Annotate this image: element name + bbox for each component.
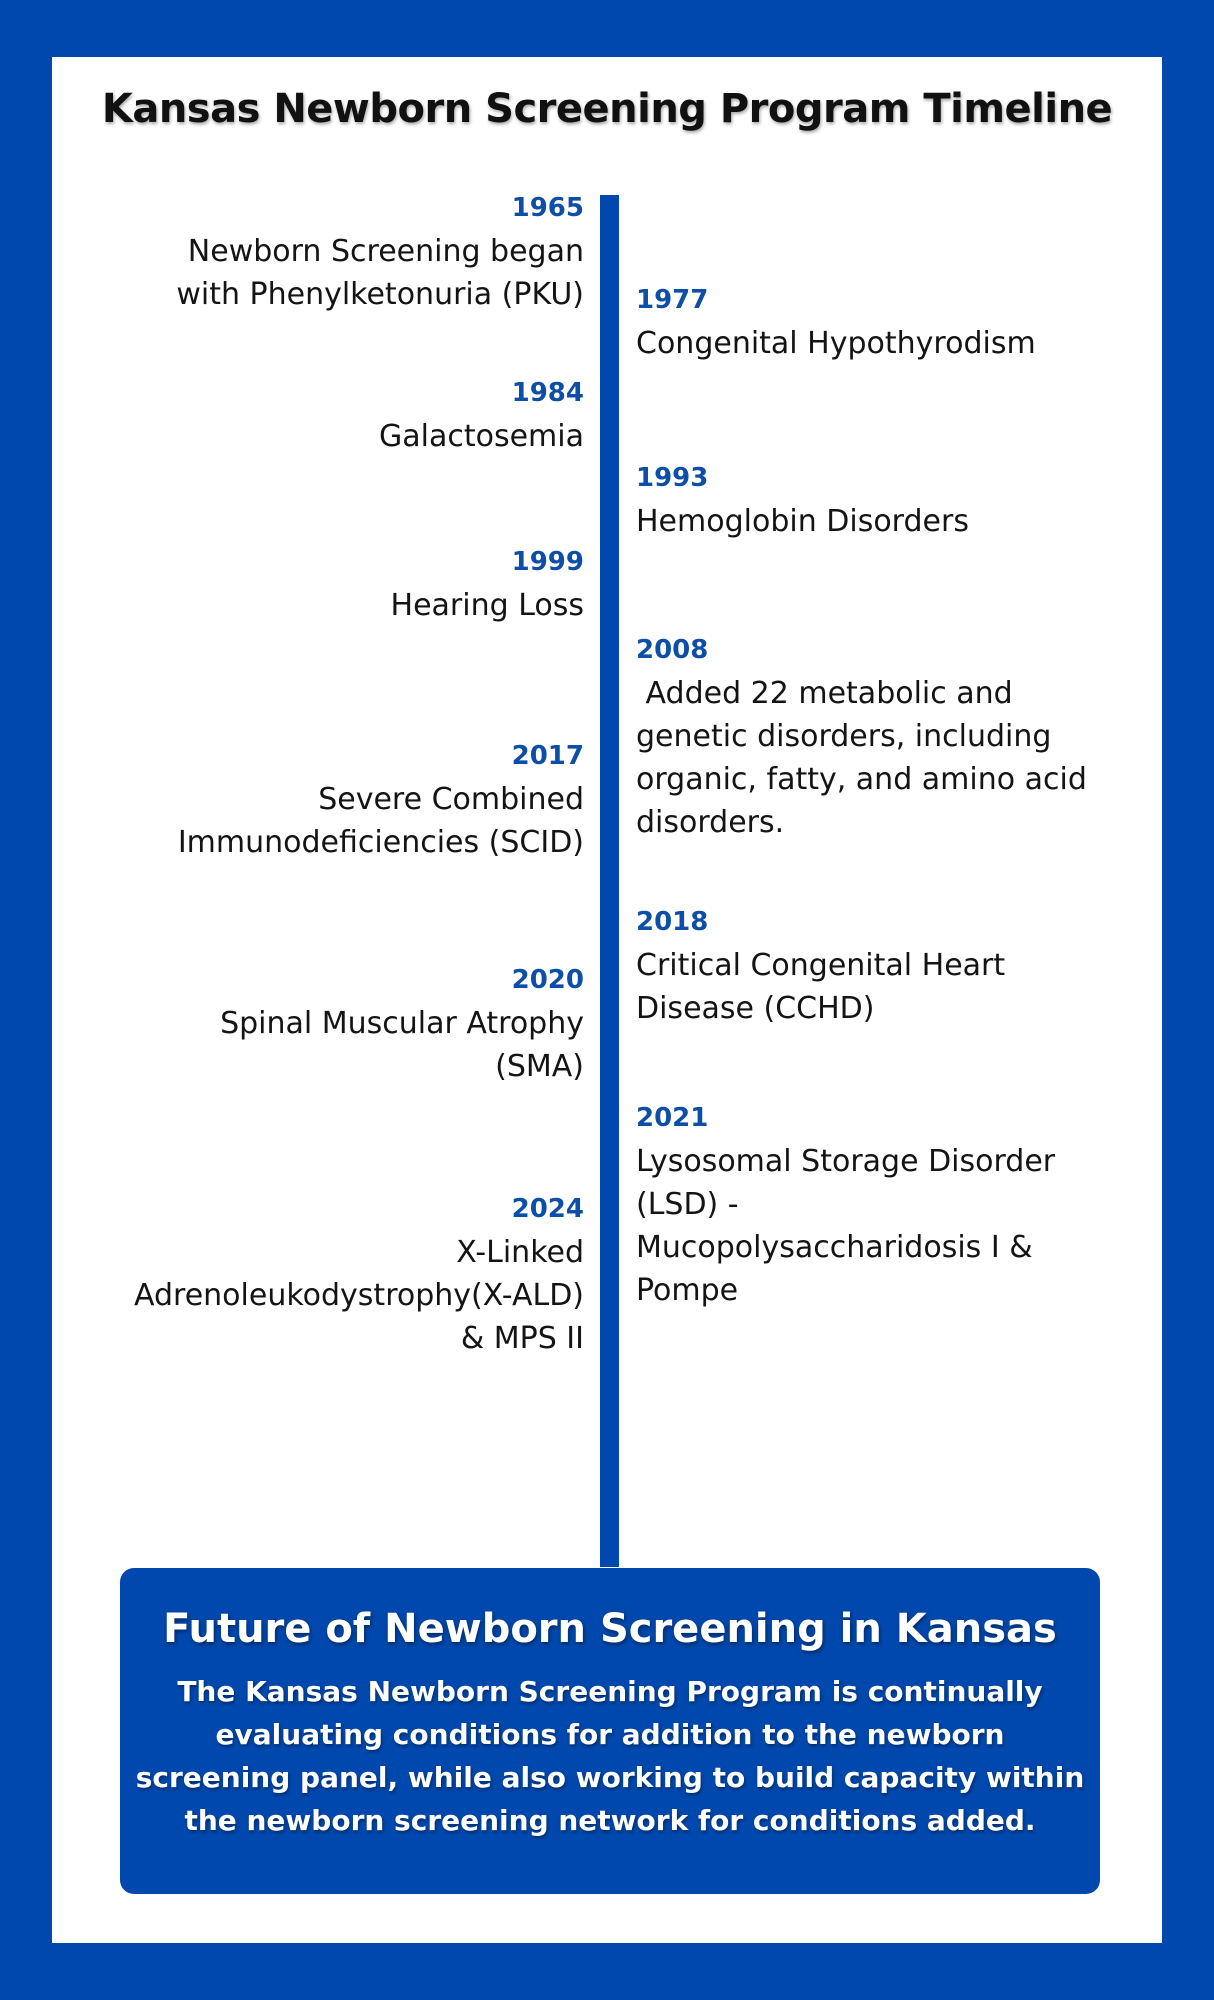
timeline-axis (600, 195, 619, 1567)
future-title: Future of Newborn Screening in Kansas (163, 1606, 1057, 1652)
timeline-event-2024 (134, 1194, 584, 1360)
event-year: 2021 (636, 1103, 709, 1133)
event-label: Spinal Muscular Atrophy (SMA) (220, 1006, 584, 1085)
timeline-event-2020 (220, 965, 584, 1088)
timeline-event-2018 (636, 907, 1005, 1030)
event-year: 2018 (636, 907, 709, 937)
event-label: Congenital Hypothyrodism (636, 326, 1036, 362)
event-year: 1965 (511, 193, 584, 223)
future-description: The Kansas Newborn Screening Program is continually evaluating conditions for addition to the newborn screening panel, while also working to build capacity within the newborn screening network for conditions added. (135, 1675, 1085, 1837)
page-title: Kansas Newborn Screening Program Timeline (101, 86, 1113, 132)
event-label: Newborn Screening began with Phenylketonuria (PKU) (176, 234, 584, 313)
timeline-event-1993 (636, 463, 969, 543)
event-label: Lysosomal Storage Disorder (LSD) - Mucopolysaccharidosis I & Pompe (636, 1144, 1056, 1309)
event-year: 2020 (511, 965, 584, 995)
future-panel (120, 1568, 1100, 1894)
event-label: Added 22 metabolic and genetic disorders, including organic, fatty, and amino acid disorders. (636, 676, 1087, 841)
event-year: 2024 (511, 1194, 584, 1224)
timeline-event-1965 (176, 193, 584, 316)
timeline-event-1984 (379, 378, 584, 458)
event-year: 1993 (636, 463, 709, 493)
event-year: 2008 (636, 635, 709, 665)
timeline-event-2008 (636, 635, 1087, 844)
timeline-event-1999 (391, 547, 584, 627)
event-year: 1977 (636, 285, 709, 315)
event-year: 1999 (511, 547, 584, 577)
event-label: Hearing Loss (390, 588, 584, 624)
event-label: Galactosemia (379, 419, 584, 455)
event-label: X-Linked Adrenoleukodystrophy(X-ALD) & MPS II (134, 1235, 584, 1357)
event-year: 2017 (511, 741, 584, 771)
event-label: Critical Congenital Heart Disease (CCHD) (636, 948, 1006, 1027)
timeline-event-2017 (178, 741, 584, 864)
event-label: Severe Combined Immunodeficiencies (SCID) (177, 782, 584, 861)
timeline-event-1977 (636, 285, 1036, 365)
event-year: 1984 (511, 378, 584, 408)
timeline-event-2021 (636, 1103, 1055, 1312)
event-label: Hemoglobin Disorders (636, 504, 969, 540)
